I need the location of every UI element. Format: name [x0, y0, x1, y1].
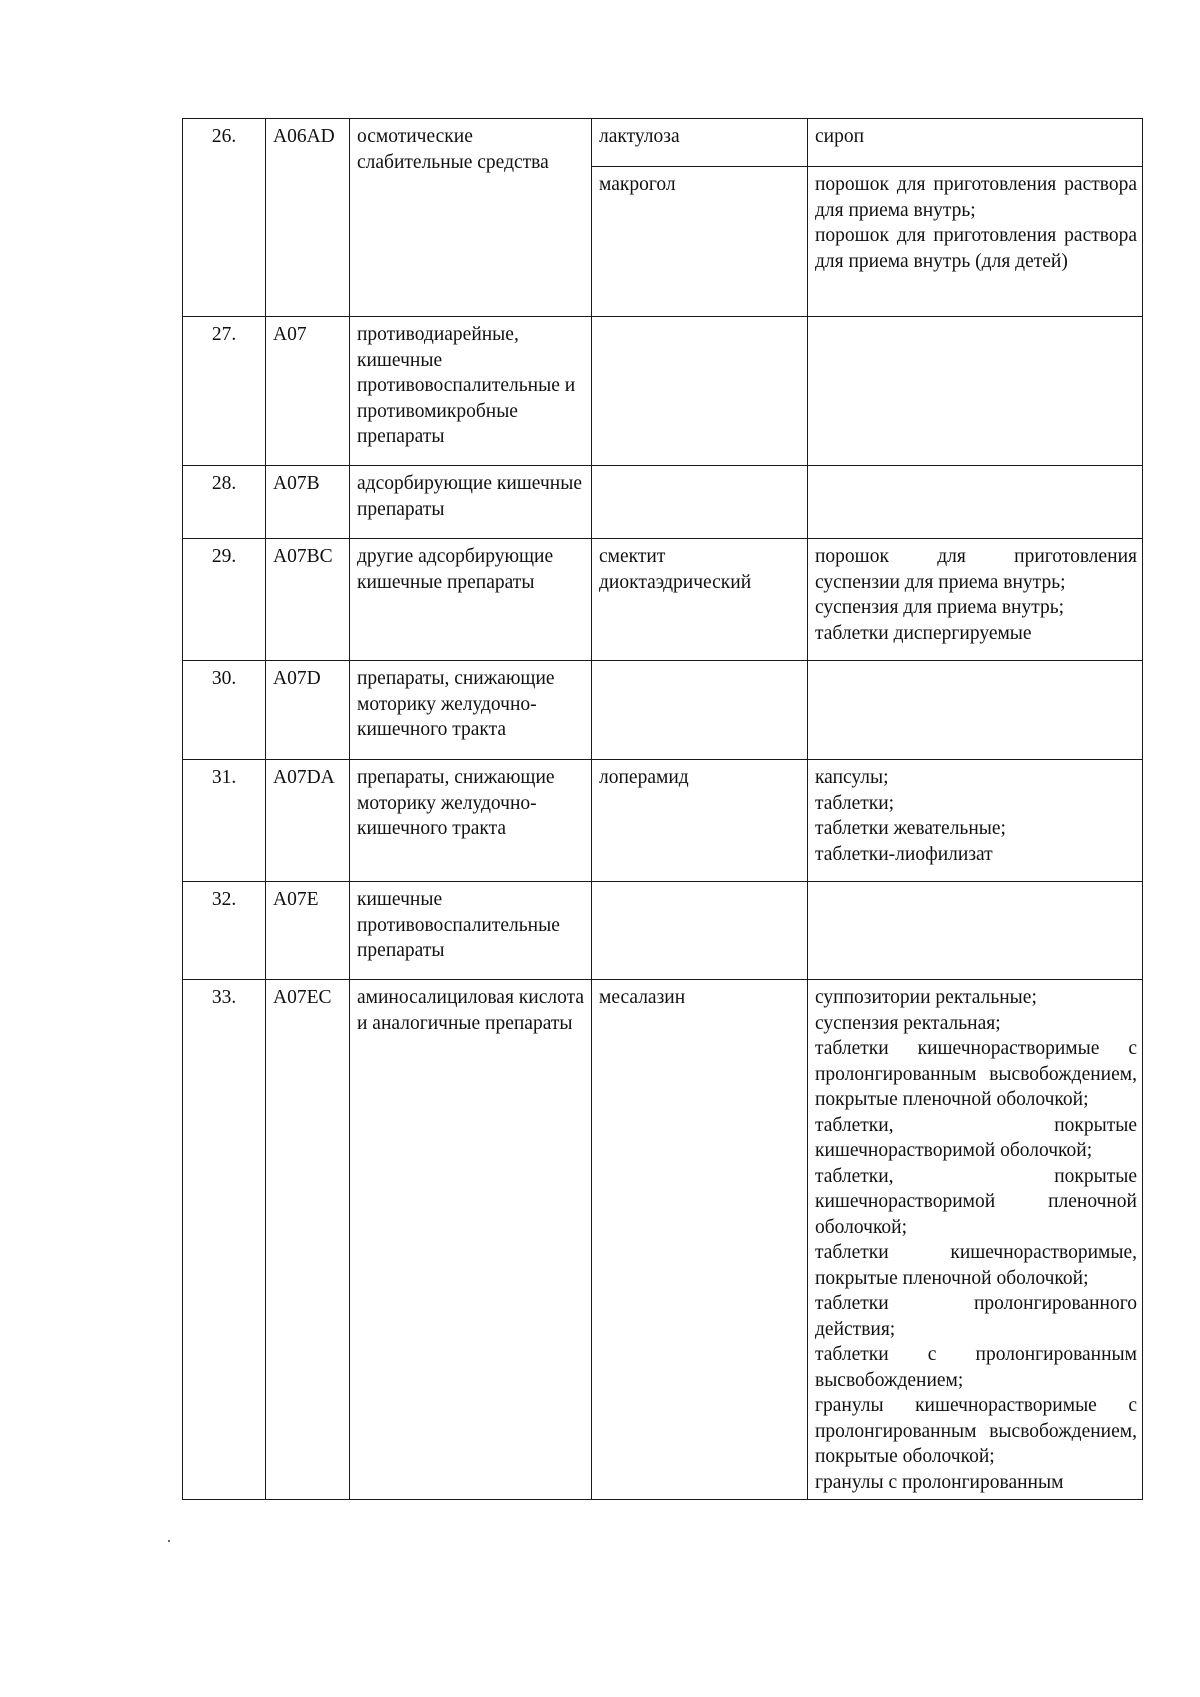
- dosage-form-line: таблетки кишечнорастворимые, покрытые пленочной оболочкой;: [815, 1242, 1137, 1289]
- table-row-26: [183, 119, 1143, 167]
- dosage-form-line: суппозитории ректальные;: [815, 987, 1037, 1008]
- atc-code: A07B: [266, 466, 350, 539]
- atc-code: A07D: [266, 661, 350, 760]
- dosage-forms: [808, 317, 1143, 466]
- drug-name: лоперамид: [592, 760, 808, 882]
- row-number: 28.: [183, 466, 266, 539]
- dosage-form-line: гранулы кишечнорастворимые с пролонгированным высвобождением, покрытые оболочкой;: [815, 1395, 1137, 1467]
- atc-group-name: кишечные противовоспалительные препараты: [350, 882, 592, 980]
- dosage-form-line: порошок для приготовления раствора для приема внутрь (для детей): [815, 225, 1137, 272]
- dosage-forms: [808, 466, 1143, 539]
- drug-name: месалазин: [592, 980, 808, 1500]
- dosage-forms: [808, 539, 1143, 661]
- dosage-form-line: таблетки-лиофилизат: [815, 843, 993, 865]
- row-number: 29.: [183, 539, 266, 661]
- row-number: 26.: [183, 119, 266, 317]
- drug-name: [592, 317, 808, 466]
- dosage-form-line: таблетки, покрытые кишечнорастворимой пленочной оболочкой;: [815, 1165, 1137, 1238]
- dosage-form-line: таблетки жевательные;: [815, 818, 1006, 839]
- dosage-form-line: таблетки диспергируемые: [815, 622, 1032, 644]
- atc-group-name: адсорбирующие кишечные препараты: [350, 466, 592, 539]
- scan-speck: [168, 1540, 170, 1542]
- table-row-32: [183, 882, 1143, 980]
- atc-code: A07DA: [266, 760, 350, 882]
- atc-code: A07: [266, 317, 350, 466]
- table-row-30: [183, 661, 1143, 760]
- dosage-forms: [808, 167, 1143, 317]
- row-number: 33.: [183, 980, 266, 1500]
- row-number: 30.: [183, 661, 266, 760]
- table-row-28: [183, 466, 1143, 539]
- dosage-form-line: гранулы с пролонгированным: [815, 1471, 1064, 1493]
- medicines-table: [182, 118, 1143, 1500]
- atc-code: A06AD: [266, 119, 350, 317]
- row-number: 32.: [183, 882, 266, 980]
- atc-group-name: препараты, снижающие моторику желудочно-кишечного тракта: [350, 661, 592, 760]
- drug-name: [592, 661, 808, 760]
- atc-group-name: другие адсорбирующие кишечные препараты: [350, 539, 592, 661]
- atc-group-name: препараты, снижающие моторику желудочно-кишечного тракта: [350, 760, 592, 882]
- atc-code: A07E: [266, 882, 350, 980]
- drug-name: макрогол: [592, 167, 808, 317]
- dosage-form-line: таблетки;: [815, 792, 895, 814]
- table-row-31: [183, 760, 1143, 882]
- drug-name: лактулоза: [592, 119, 808, 167]
- drug-name: смектит диоктаэдрический: [592, 539, 808, 661]
- dosage-form-line: таблетки, покрытые кишечнорастворимой оболочкой;: [815, 1114, 1137, 1161]
- dosage-form-line: порошок для приготовления суспензии для приема внутрь;: [815, 546, 1137, 593]
- dosage-form-line: таблетки пролонгированного действия;: [815, 1293, 1137, 1340]
- table-row-29: [183, 539, 1143, 661]
- atc-code: A07BC: [266, 539, 350, 661]
- dosage-forms: [808, 882, 1143, 980]
- dosage-form-line: порошок для приготовления раствора для приема внутрь;: [815, 174, 1137, 221]
- dosage-form-line: суспензия для приема внутрь;: [815, 597, 1065, 618]
- table-row-27: [183, 317, 1143, 466]
- atc-group-name: противодиарейные, кишечные противовоспалительные и противомикробные препараты: [350, 317, 592, 466]
- dosage-form-line: таблетки с пролонгированным высвобождением;: [815, 1344, 1137, 1391]
- dosage-forms: [808, 119, 1143, 167]
- dosage-forms: [808, 661, 1143, 760]
- drug-name: [592, 466, 808, 539]
- dosage-form-line: суспензия ректальная;: [815, 1012, 1001, 1034]
- dosage-form-line: капсулы;: [815, 767, 889, 788]
- dosage-form-line: таблетки кишечнорастворимые с пролонгированным высвобождением, покрытые пленочной оболочкой;: [815, 1038, 1137, 1110]
- row-number: 27.: [183, 317, 266, 466]
- row-number: 31.: [183, 760, 266, 882]
- dosage-forms: [808, 980, 1143, 1500]
- atc-group-name: аминосалициловая кислота и аналогичные препараты: [350, 980, 592, 1500]
- table-row-33: [183, 980, 1143, 1500]
- dosage-forms: [808, 760, 1143, 882]
- drug-name: [592, 882, 808, 980]
- atc-group-name: осмотические слабительные средства: [350, 119, 592, 317]
- atc-code: A07EC: [266, 980, 350, 1500]
- dosage-form-line: сироп: [815, 126, 865, 147]
